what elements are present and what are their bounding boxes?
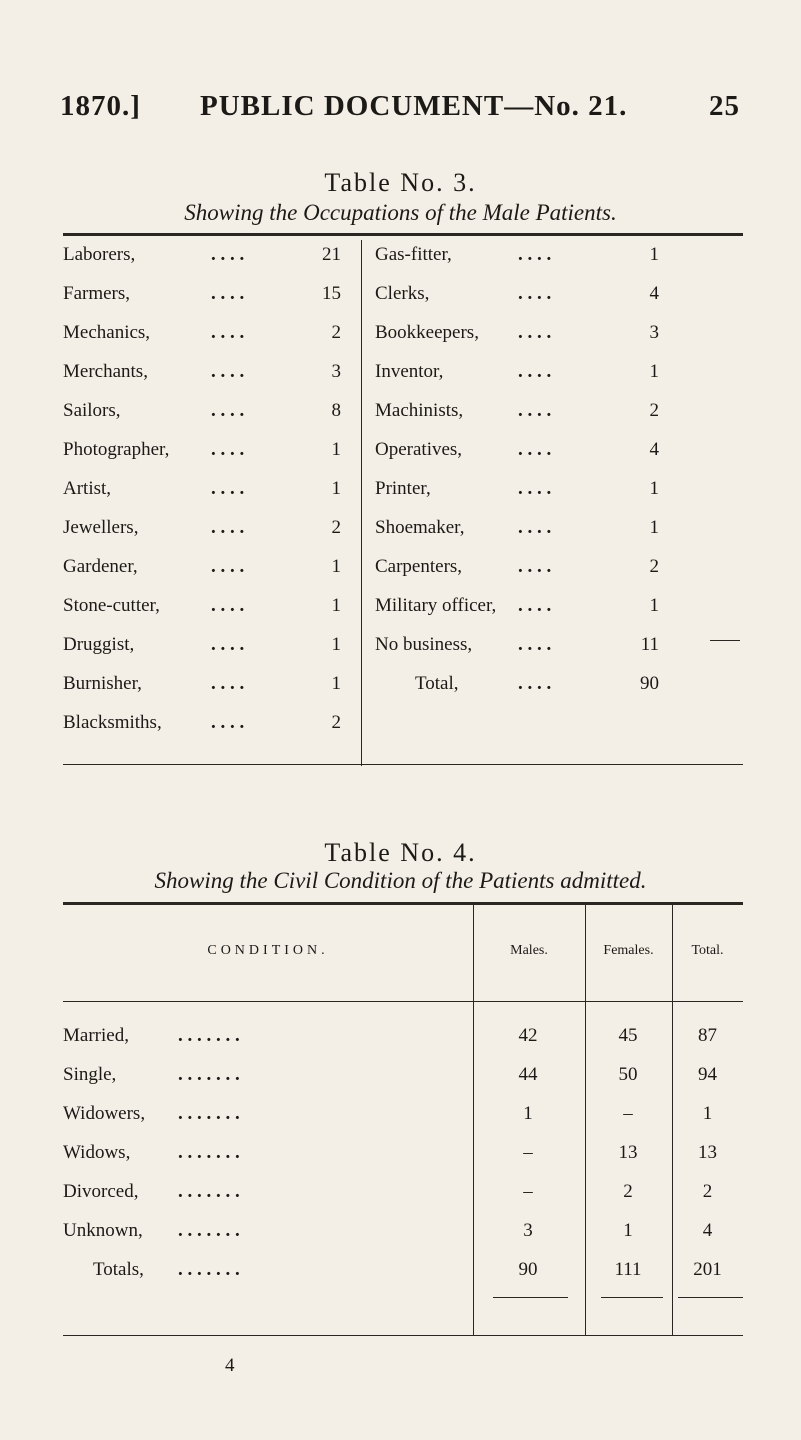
males-cell: 90: [518, 1259, 538, 1280]
males-cell: 44: [518, 1064, 538, 1085]
table3-row: [375, 630, 665, 660]
occupation-count: 1: [331, 673, 341, 694]
occupation-label: Laborers,: [63, 244, 136, 265]
occupation-label: Farmers,: [63, 283, 131, 304]
table3-row: [63, 591, 353, 621]
occupation-count: 1: [331, 439, 341, 460]
occupation-count: 2: [331, 322, 341, 343]
occupation-count: 1: [331, 556, 341, 577]
leader-dots: . . . .: [211, 322, 245, 343]
occupation-label: Printer,: [375, 478, 431, 499]
occupation-count: 4: [649, 439, 659, 460]
header-title: PUBLIC DOCUMENT—No. 21.: [200, 90, 628, 122]
occupation-count: 1: [649, 244, 659, 265]
leader-dots: . . . .: [518, 517, 552, 538]
table3-row: [375, 669, 665, 699]
totals-rule-total: [678, 1297, 743, 1298]
total-cell: 1: [702, 1103, 713, 1124]
occupation-count: 8: [331, 400, 341, 421]
leader-dots: . . . .: [211, 556, 245, 577]
occupation-count: 1: [331, 595, 341, 616]
males-cell: 1: [523, 1103, 533, 1124]
occupation-count: 21: [322, 244, 341, 265]
leader-dots: . . . .: [518, 283, 552, 304]
occupation-label: Clerks,: [375, 283, 430, 304]
leader-dots: . . . .: [518, 634, 552, 655]
leader-dots: . . . .: [518, 556, 552, 577]
condition-label: Widowers,: [63, 1103, 146, 1124]
leader-dots: . . . .: [211, 283, 245, 304]
leader-dots: . . . .: [211, 673, 245, 694]
females-cell: 1: [623, 1220, 633, 1241]
table3-title: Table No. 3.: [324, 168, 477, 197]
occupation-label: Inventor,: [375, 361, 444, 382]
leader-dots: . . . .: [518, 322, 552, 343]
table4-row: [63, 1255, 743, 1285]
occupation-count: 1: [649, 361, 659, 382]
occupation-count: 3: [649, 322, 659, 343]
females-cell: –: [623, 1103, 633, 1124]
leader-dots: . . . . . . .: [178, 1064, 240, 1085]
occupation-count: 2: [649, 400, 659, 421]
table3-row: [375, 435, 665, 465]
leader-dots: . . . .: [211, 634, 245, 655]
table4-row: [63, 1099, 743, 1129]
occupation-label: Stone-cutter,: [63, 595, 160, 616]
occupation-label: Machinists,: [375, 400, 464, 421]
table3-bottom-rule: [63, 764, 743, 765]
occupation-count: 3: [331, 361, 341, 382]
occupation-count: 4: [649, 283, 659, 304]
leader-dots: . . . .: [211, 400, 245, 421]
occupation-label: Gardener,: [63, 556, 138, 577]
leader-dots: . . . .: [518, 244, 552, 265]
occupation-label: Burnisher,: [63, 673, 142, 694]
occupation-label: Merchants,: [63, 361, 148, 382]
leader-dots: . . . .: [518, 478, 552, 499]
occupation-label: Blacksmiths,: [63, 712, 162, 733]
leader-dots: . . . .: [518, 400, 552, 421]
occupation-label: Military officer,: [375, 595, 497, 616]
column-header-females: Females.: [603, 943, 654, 958]
table4-row: [63, 1060, 743, 1090]
leader-dots: . . . .: [211, 478, 245, 499]
leader-dots: . . . .: [211, 595, 245, 616]
table3-row: [375, 474, 665, 504]
column-header-males: Males.: [510, 943, 548, 958]
leader-dots: . . . . . . .: [178, 1103, 240, 1124]
females-cell: 13: [618, 1142, 638, 1163]
leader-dots: . . . .: [518, 595, 552, 616]
males-cell: –: [523, 1181, 533, 1202]
leader-dots: . . . . . . .: [178, 1025, 240, 1046]
column-header-condition: CONDITION.: [207, 943, 329, 958]
leader-dots: . . . .: [518, 361, 552, 382]
table4-row: [63, 1138, 743, 1168]
leader-dots: . . . . . . .: [178, 1220, 240, 1241]
occupation-label: Druggist,: [63, 634, 135, 655]
occupation-count: 2: [331, 712, 341, 733]
occupation-count: 2: [331, 517, 341, 538]
condition-label: Divorced,: [63, 1181, 139, 1202]
table3-row: [63, 357, 353, 387]
total-cell: 201: [693, 1259, 722, 1280]
leader-dots: . . . .: [518, 439, 552, 460]
header-year: 1870.]: [60, 90, 141, 122]
table3-row: [375, 279, 665, 309]
totals-rule-females: [601, 1297, 663, 1298]
table4-row: [63, 1021, 743, 1051]
page-number: 25: [709, 90, 740, 122]
occupation-label: Shoemaker,: [375, 517, 465, 538]
totals-rule-males: [493, 1297, 568, 1298]
table3-top-rule: [63, 233, 743, 236]
table3-row: [63, 708, 353, 738]
leader-dots: . . . . . . .: [178, 1181, 240, 1202]
occupation-label: Total,: [415, 673, 459, 694]
occupation-count: 1: [649, 478, 659, 499]
leader-dots: . . . .: [211, 439, 245, 460]
table3-row: [63, 396, 353, 426]
occupation-label: Artist,: [63, 478, 112, 499]
table3-row: [375, 513, 665, 543]
table3-row: [375, 240, 665, 270]
table4-bottom-rule: [63, 1335, 743, 1336]
table3-row: [63, 630, 353, 660]
table4-title: Table No. 4.: [324, 838, 477, 867]
occupation-label: Gas-fitter,: [375, 244, 452, 265]
table3-subtitle: Showing the Occupations of the Male Patients.: [184, 200, 617, 225]
table4: [63, 905, 743, 1335]
occupation-label: Operatives,: [375, 439, 463, 460]
condition-label: Totals,: [93, 1259, 144, 1280]
occupation-count: 1: [649, 595, 659, 616]
table3-row: [63, 318, 353, 348]
females-cell: 111: [614, 1259, 642, 1280]
condition-label: Married,: [63, 1025, 129, 1046]
table3-row: [375, 357, 665, 387]
females-cell: 45: [618, 1025, 638, 1046]
table3-row: [63, 552, 353, 582]
occupation-label: Mechanics,: [63, 322, 151, 343]
females-cell: 50: [618, 1064, 638, 1085]
total-rule: [710, 640, 740, 641]
occupation-count: 1: [331, 634, 341, 655]
leader-dots: . . . . . . .: [178, 1142, 240, 1163]
total-cell: 94: [698, 1064, 717, 1085]
table3-row: [375, 591, 665, 621]
condition-label: Single,: [63, 1064, 117, 1085]
occupation-label: Photographer,: [63, 439, 170, 460]
occupation-label: Bookkeepers,: [375, 322, 479, 343]
occupation-count: 90: [640, 673, 659, 694]
total-cell: 2: [702, 1181, 713, 1202]
table4-subtitle: Showing the Civil Condition of the Patients admitted.: [154, 868, 647, 893]
table3-row: [63, 669, 353, 699]
signature-mark: 4: [225, 1355, 235, 1376]
table4-row: [63, 1177, 743, 1207]
table3-row: [375, 318, 665, 348]
leader-dots: . . . .: [211, 244, 245, 265]
condition-label: Widows,: [63, 1142, 131, 1163]
header-rule: [63, 1001, 743, 1002]
leader-dots: . . . . . . .: [178, 1259, 240, 1280]
occupation-count: 11: [640, 634, 659, 655]
males-cell: 3: [523, 1220, 533, 1241]
total-cell: 87: [698, 1025, 717, 1046]
table3-row: [63, 240, 353, 270]
table3-row: [63, 279, 353, 309]
total-cell: 4: [702, 1220, 713, 1241]
occupation-count: 1: [649, 517, 659, 538]
table3-row: [63, 474, 353, 504]
females-cell: 2: [623, 1181, 633, 1202]
running-header: [60, 90, 740, 130]
table3-row: [375, 552, 665, 582]
occupation-count: 15: [322, 283, 341, 304]
males-cell: 42: [518, 1025, 538, 1046]
occupation-label: Jewellers,: [63, 517, 139, 538]
leader-dots: . . . .: [211, 712, 245, 733]
leader-dots: . . . .: [211, 361, 245, 382]
occupation-label: Carpenters,: [375, 556, 463, 577]
occupation-count: 2: [649, 556, 659, 577]
table3-row: [63, 513, 353, 543]
table3: [63, 240, 743, 766]
condition-label: Unknown,: [63, 1220, 143, 1241]
occupation-count: 1: [331, 478, 341, 499]
total-cell: 13: [698, 1142, 717, 1163]
occupation-label: No business,: [375, 634, 473, 655]
occupation-label: Sailors,: [63, 400, 121, 421]
leader-dots: . . . .: [211, 517, 245, 538]
table3-column-divider: [361, 240, 362, 766]
table4-row: [63, 1216, 743, 1246]
table3-row: [63, 435, 353, 465]
table3-row: [375, 396, 665, 426]
column-header-total: Total.: [691, 943, 724, 958]
leader-dots: . . . .: [518, 673, 552, 694]
males-cell: –: [523, 1142, 533, 1163]
